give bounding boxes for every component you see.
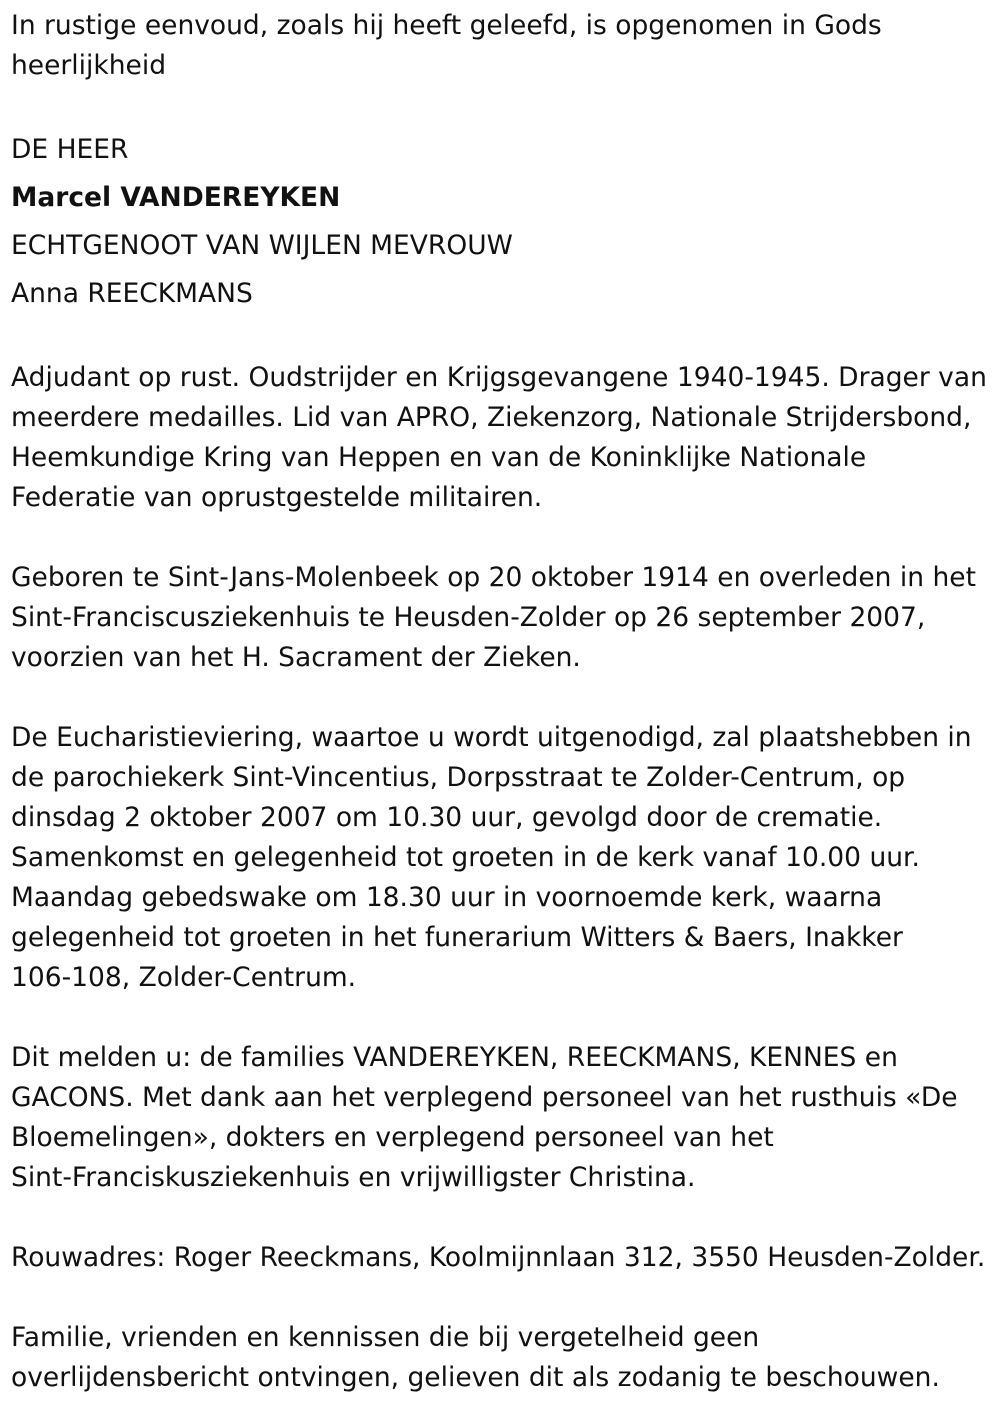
spacer — [11, 998, 993, 1038]
ceremony-paragraph — [11, 718, 993, 998]
address-paragraph — [11, 1238, 993, 1278]
closing-line: Familie, vrienden en kennissen die bij vergetelheid geen — [11, 1322, 760, 1353]
spouse-label: ECHTGENOOT VAN WIJLEN MEVROUW — [11, 230, 513, 261]
bio-line: Federatie van oprustgestelde militairen. — [11, 482, 543, 513]
birth-death-line: voorzien van het H. Sacrament der Zieken. — [11, 642, 581, 673]
bio-line: Heemkundige Kring van Heppen en van de Koninklijke Nationale — [11, 442, 867, 473]
bio-line: Adjudant op rust. Oudstrijder en Krijgsgevangene 1940-1945. Drager van — [11, 362, 987, 393]
birth-death-paragraph — [11, 558, 993, 678]
spacer — [11, 1278, 993, 1318]
announcement-line: Dit melden u: de families VANDEREYKEN, REECKMANS, KENNES en — [11, 1042, 898, 1073]
obituary-document — [11, 6, 993, 1398]
intro-line: In rustige eenvoud, zoals hij heeft geleefd, is opgenomen in Gods — [11, 10, 882, 41]
bio-line: meerdere medailles. Lid van APRO, Ziekenzorg, Nationale Strijdersbond, — [11, 402, 972, 433]
intro-paragraph — [11, 6, 993, 86]
announcement-line: Sint-Franciskusziekenhuis en vrijwilligster Christina. — [11, 1162, 696, 1193]
closing-paragraph — [11, 1318, 993, 1398]
closing-line: overlijdensbericht ontvingen, gelieven dit als zodanig te beschouwen. — [11, 1362, 940, 1393]
ceremony-line: Samenkomst en gelegenheid tot groeten in de kerk vanaf 10.00 uur. — [11, 842, 920, 873]
ceremony-line: De Eucharistieviering, waartoe u wordt uitgenodigd, zal plaatshebben in — [11, 722, 972, 753]
bio-paragraph — [11, 358, 993, 518]
announcement-line: Bloemelingen», dokters en verplegend personeel van het — [11, 1122, 774, 1153]
birth-death-line: Geboren te Sint-Jans-Molenbeek op 20 oktober 1914 en overleden in het — [11, 562, 976, 593]
ceremony-line: gelegenheid tot groeten in het funerarium Witters & Baers, Inakker — [11, 922, 903, 953]
birth-death-line: Sint-Franciscusziekenhuis te Heusden-Zolder op 26 september 2007, — [11, 602, 926, 633]
spacer — [11, 678, 993, 718]
spacer — [11, 318, 993, 358]
title-line: DE HEER — [11, 134, 129, 165]
spacer — [11, 518, 993, 558]
spacer — [11, 86, 993, 126]
ceremony-line: Maandag gebedswake om 18.30 uur in voornoemde kerk, waarna — [11, 882, 883, 913]
spacer — [11, 1198, 993, 1238]
ceremony-line: de parochiekerk Sint-Vincentius, Dorpsstraat te Zolder-Centrum, op — [11, 762, 906, 793]
spouse-name: Anna REECKMANS — [11, 278, 253, 309]
address-line: Rouwadres: Roger Reeckmans, Koolmijnnlaan 312, 3550 Heusden-Zolder. — [11, 1242, 986, 1273]
ceremony-line: 106-108, Zolder-Centrum. — [11, 962, 357, 993]
announcement-line: GACONS. Met dank aan het verplegend personeel van het rusthuis «De — [11, 1082, 958, 1113]
announcement-paragraph — [11, 1038, 993, 1198]
intro-line: heerlijkheid — [11, 50, 167, 81]
ceremony-line: dinsdag 2 oktober 2007 om 10.30 uur, gevolgd door de crematie. — [11, 802, 883, 833]
deceased-name: Marcel VANDEREYKEN — [11, 182, 341, 213]
